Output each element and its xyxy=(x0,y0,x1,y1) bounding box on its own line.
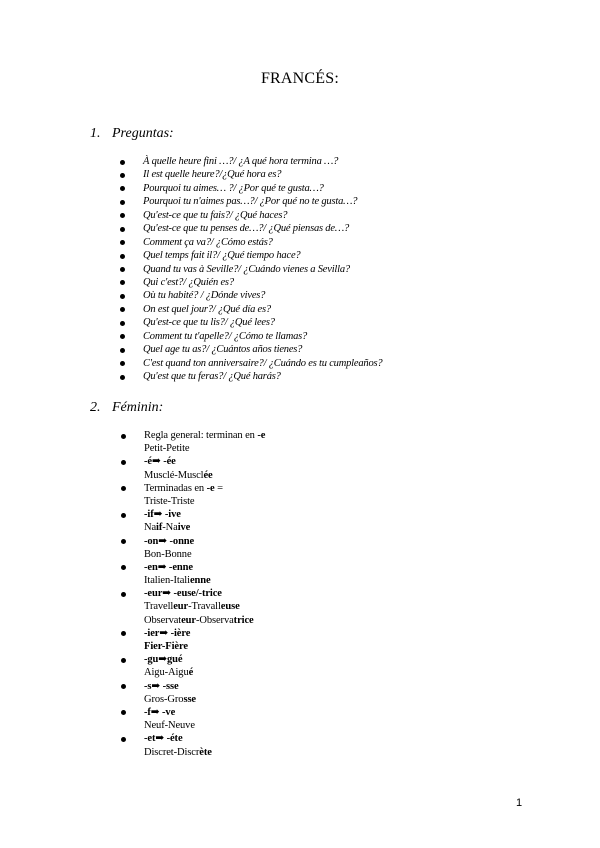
question-item: Où tu habité? / ¿Dónde vives? xyxy=(120,289,382,302)
rule-pattern xyxy=(144,482,265,495)
rule-item xyxy=(121,627,265,653)
rule-example xyxy=(144,469,265,482)
rule-item xyxy=(121,680,265,706)
text-segment: Discret-Discr xyxy=(144,746,200,758)
rule-pattern xyxy=(144,680,265,693)
text-segment: -onne xyxy=(167,535,195,547)
rule-example xyxy=(144,574,265,587)
rule-pattern xyxy=(144,706,265,719)
arrow-icon: ➡ xyxy=(150,706,160,718)
rule-pattern xyxy=(144,508,265,521)
arrow-icon: ➡ xyxy=(155,733,165,745)
text-segment: Na xyxy=(144,522,157,534)
text-segment: -éte xyxy=(164,733,183,745)
question-item: Qu'est-ce que tu fais?/ ¿Qué haces? xyxy=(120,209,382,222)
question-item: Quel temps fait il?/ ¿Qué tiempo hace? xyxy=(120,249,382,262)
text-segment: -Observa xyxy=(195,614,234,626)
rule-example xyxy=(144,614,265,627)
text-segment: ée xyxy=(203,469,213,481)
rule-pattern xyxy=(144,535,265,548)
text-segment: Terminadas en xyxy=(144,482,207,494)
rule-pattern xyxy=(144,627,265,640)
rule-example xyxy=(144,719,265,732)
rule-item xyxy=(121,508,265,534)
text-segment: Bon-Bonne xyxy=(144,548,192,560)
rule-example xyxy=(144,548,265,561)
question-item: Comment ça va?/ ¿Cómo estás? xyxy=(120,236,382,249)
question-item: Qu'est-ce que tu lis?/ ¿Qué lees? xyxy=(120,316,382,329)
text-segment: -Na xyxy=(162,522,178,534)
text-segment: -ière xyxy=(168,627,191,639)
rule-pattern xyxy=(144,653,265,666)
text-segment: Travell xyxy=(144,601,174,613)
text-segment: é xyxy=(188,667,194,679)
section-heading-feminin xyxy=(90,400,163,416)
text-segment: eur xyxy=(173,601,189,613)
arrow-icon: ➡ xyxy=(158,535,167,547)
text-segment: -euse/-trice xyxy=(170,588,222,600)
rule-item xyxy=(121,535,265,561)
text-segment: gué xyxy=(167,654,183,666)
text-segment: euse xyxy=(220,601,240,613)
text-segment: -é xyxy=(144,456,152,468)
rule-pattern xyxy=(144,587,265,600)
text-segment: Italien-Itali xyxy=(144,575,190,587)
rule-pattern xyxy=(144,455,265,468)
rule-item xyxy=(121,482,265,508)
question-item: À quelle heure fini …?/ ¿A qué hora termina …? xyxy=(120,155,382,168)
rule-item xyxy=(121,653,265,679)
arrow-icon: ➡ xyxy=(153,509,163,521)
rule-example xyxy=(144,600,265,613)
section-title: Féminin: xyxy=(112,400,164,415)
rule-pattern xyxy=(144,429,265,442)
arrow-icon: ➡ xyxy=(162,588,171,600)
text-segment: Observat xyxy=(144,614,182,626)
arrow-icon: ➡ xyxy=(158,654,167,666)
text-segment: Regla general: terminan en xyxy=(144,430,258,441)
text-segment: Triste-Triste xyxy=(144,495,195,507)
rule-example xyxy=(144,640,265,653)
text-segment: = xyxy=(214,482,223,494)
text-segment: -f xyxy=(144,706,151,718)
text-segment: -en xyxy=(144,561,158,573)
text-segment: enne xyxy=(189,575,211,587)
question-item: Pourquoi tu aimes… ?/ ¿Por qué te gusta…? xyxy=(120,182,382,195)
rule-item xyxy=(121,706,265,732)
text-segment: -if xyxy=(144,509,154,521)
text-segment: Gros-Gro xyxy=(144,693,184,705)
text-segment: -ve xyxy=(159,706,176,718)
question-item: C'est quand ton anniversaire?/ ¿Cuándo es tu cumpleaños? xyxy=(120,357,382,370)
rule-item xyxy=(121,455,265,481)
section-title: Preguntas: xyxy=(112,126,174,141)
rule-example xyxy=(144,693,265,706)
text-segment: -ée xyxy=(160,456,176,468)
section-heading-preguntas xyxy=(90,126,174,142)
question-item: Qu'est que tu feras?/ ¿Qué harás? xyxy=(120,370,382,383)
question-item: Pourquoi tu n'aimes pas…?/ ¿Por qué no te gusta…? xyxy=(120,195,382,208)
question-item: Qu'est-ce que tu penses de…?/ ¿Qué piensas de…? xyxy=(120,222,382,235)
rule-example xyxy=(144,495,265,508)
text-segment: if xyxy=(156,522,163,534)
arrow-icon: ➡ xyxy=(157,561,167,573)
rule-example xyxy=(144,746,265,759)
text-segment: -s xyxy=(144,680,152,692)
question-item: Qui c'est?/ ¿Quién es? xyxy=(120,276,382,289)
question-item: Il est quelle heure?/¿Qué hora es? xyxy=(120,168,382,181)
arrow-icon: ➡ xyxy=(151,680,161,692)
text-segment: Petit-Petite xyxy=(144,443,190,455)
page-title: FRANCÉS: xyxy=(260,70,340,87)
rule-item xyxy=(121,587,265,627)
text-segment: -Travall xyxy=(188,601,221,613)
feminine-rules-list xyxy=(121,429,265,759)
text-segment: -eur xyxy=(144,588,163,600)
text-segment: Aigu-Aigu xyxy=(144,667,189,679)
page-number: 1 xyxy=(516,797,523,809)
questions-list xyxy=(120,155,382,383)
text-segment: -e xyxy=(206,482,215,494)
rule-item xyxy=(121,561,265,587)
text-segment: ète xyxy=(199,746,212,758)
text-segment: -et xyxy=(144,733,156,745)
arrow-icon: ➡ xyxy=(151,456,161,468)
rule-pattern xyxy=(144,561,265,574)
text-segment: -sse xyxy=(160,680,179,692)
text-segment: Neuf-Neuve xyxy=(144,720,195,732)
rule-example xyxy=(144,521,265,534)
rule-item xyxy=(121,429,265,455)
text-segment: Musclé-Muscl xyxy=(144,469,204,481)
rule-pattern xyxy=(144,732,265,745)
text-segment: -ive xyxy=(162,509,181,521)
text-segment: trice xyxy=(233,614,254,626)
text-segment: -gu xyxy=(144,654,159,666)
text-segment: eur xyxy=(181,614,196,626)
text-segment: sse xyxy=(183,693,196,705)
rule-example xyxy=(144,666,265,679)
section-number: 1. xyxy=(90,126,101,141)
text-segment: -e xyxy=(257,430,266,441)
question-item: Comment tu t'apelle?/ ¿Cómo te llamas? xyxy=(120,330,382,343)
question-item: On est quel jour?/ ¿Qué día es? xyxy=(120,303,382,316)
text-segment: ive xyxy=(177,522,191,534)
rule-example xyxy=(144,442,265,455)
section-number: 2. xyxy=(90,400,101,415)
rule-item xyxy=(121,732,265,758)
arrow-icon: ➡ xyxy=(159,627,169,639)
text-segment: -on xyxy=(144,535,159,547)
text-segment: Fier-Fière xyxy=(144,641,188,652)
question-item: Quand tu vas à Seville?/ ¿Cuándo vienes a Sevilla? xyxy=(120,263,382,276)
question-item: Quel age tu as?/ ¿Cuántos años tienes? xyxy=(120,343,382,356)
text-segment: -ier xyxy=(144,627,160,639)
text-segment: -enne xyxy=(166,561,193,573)
